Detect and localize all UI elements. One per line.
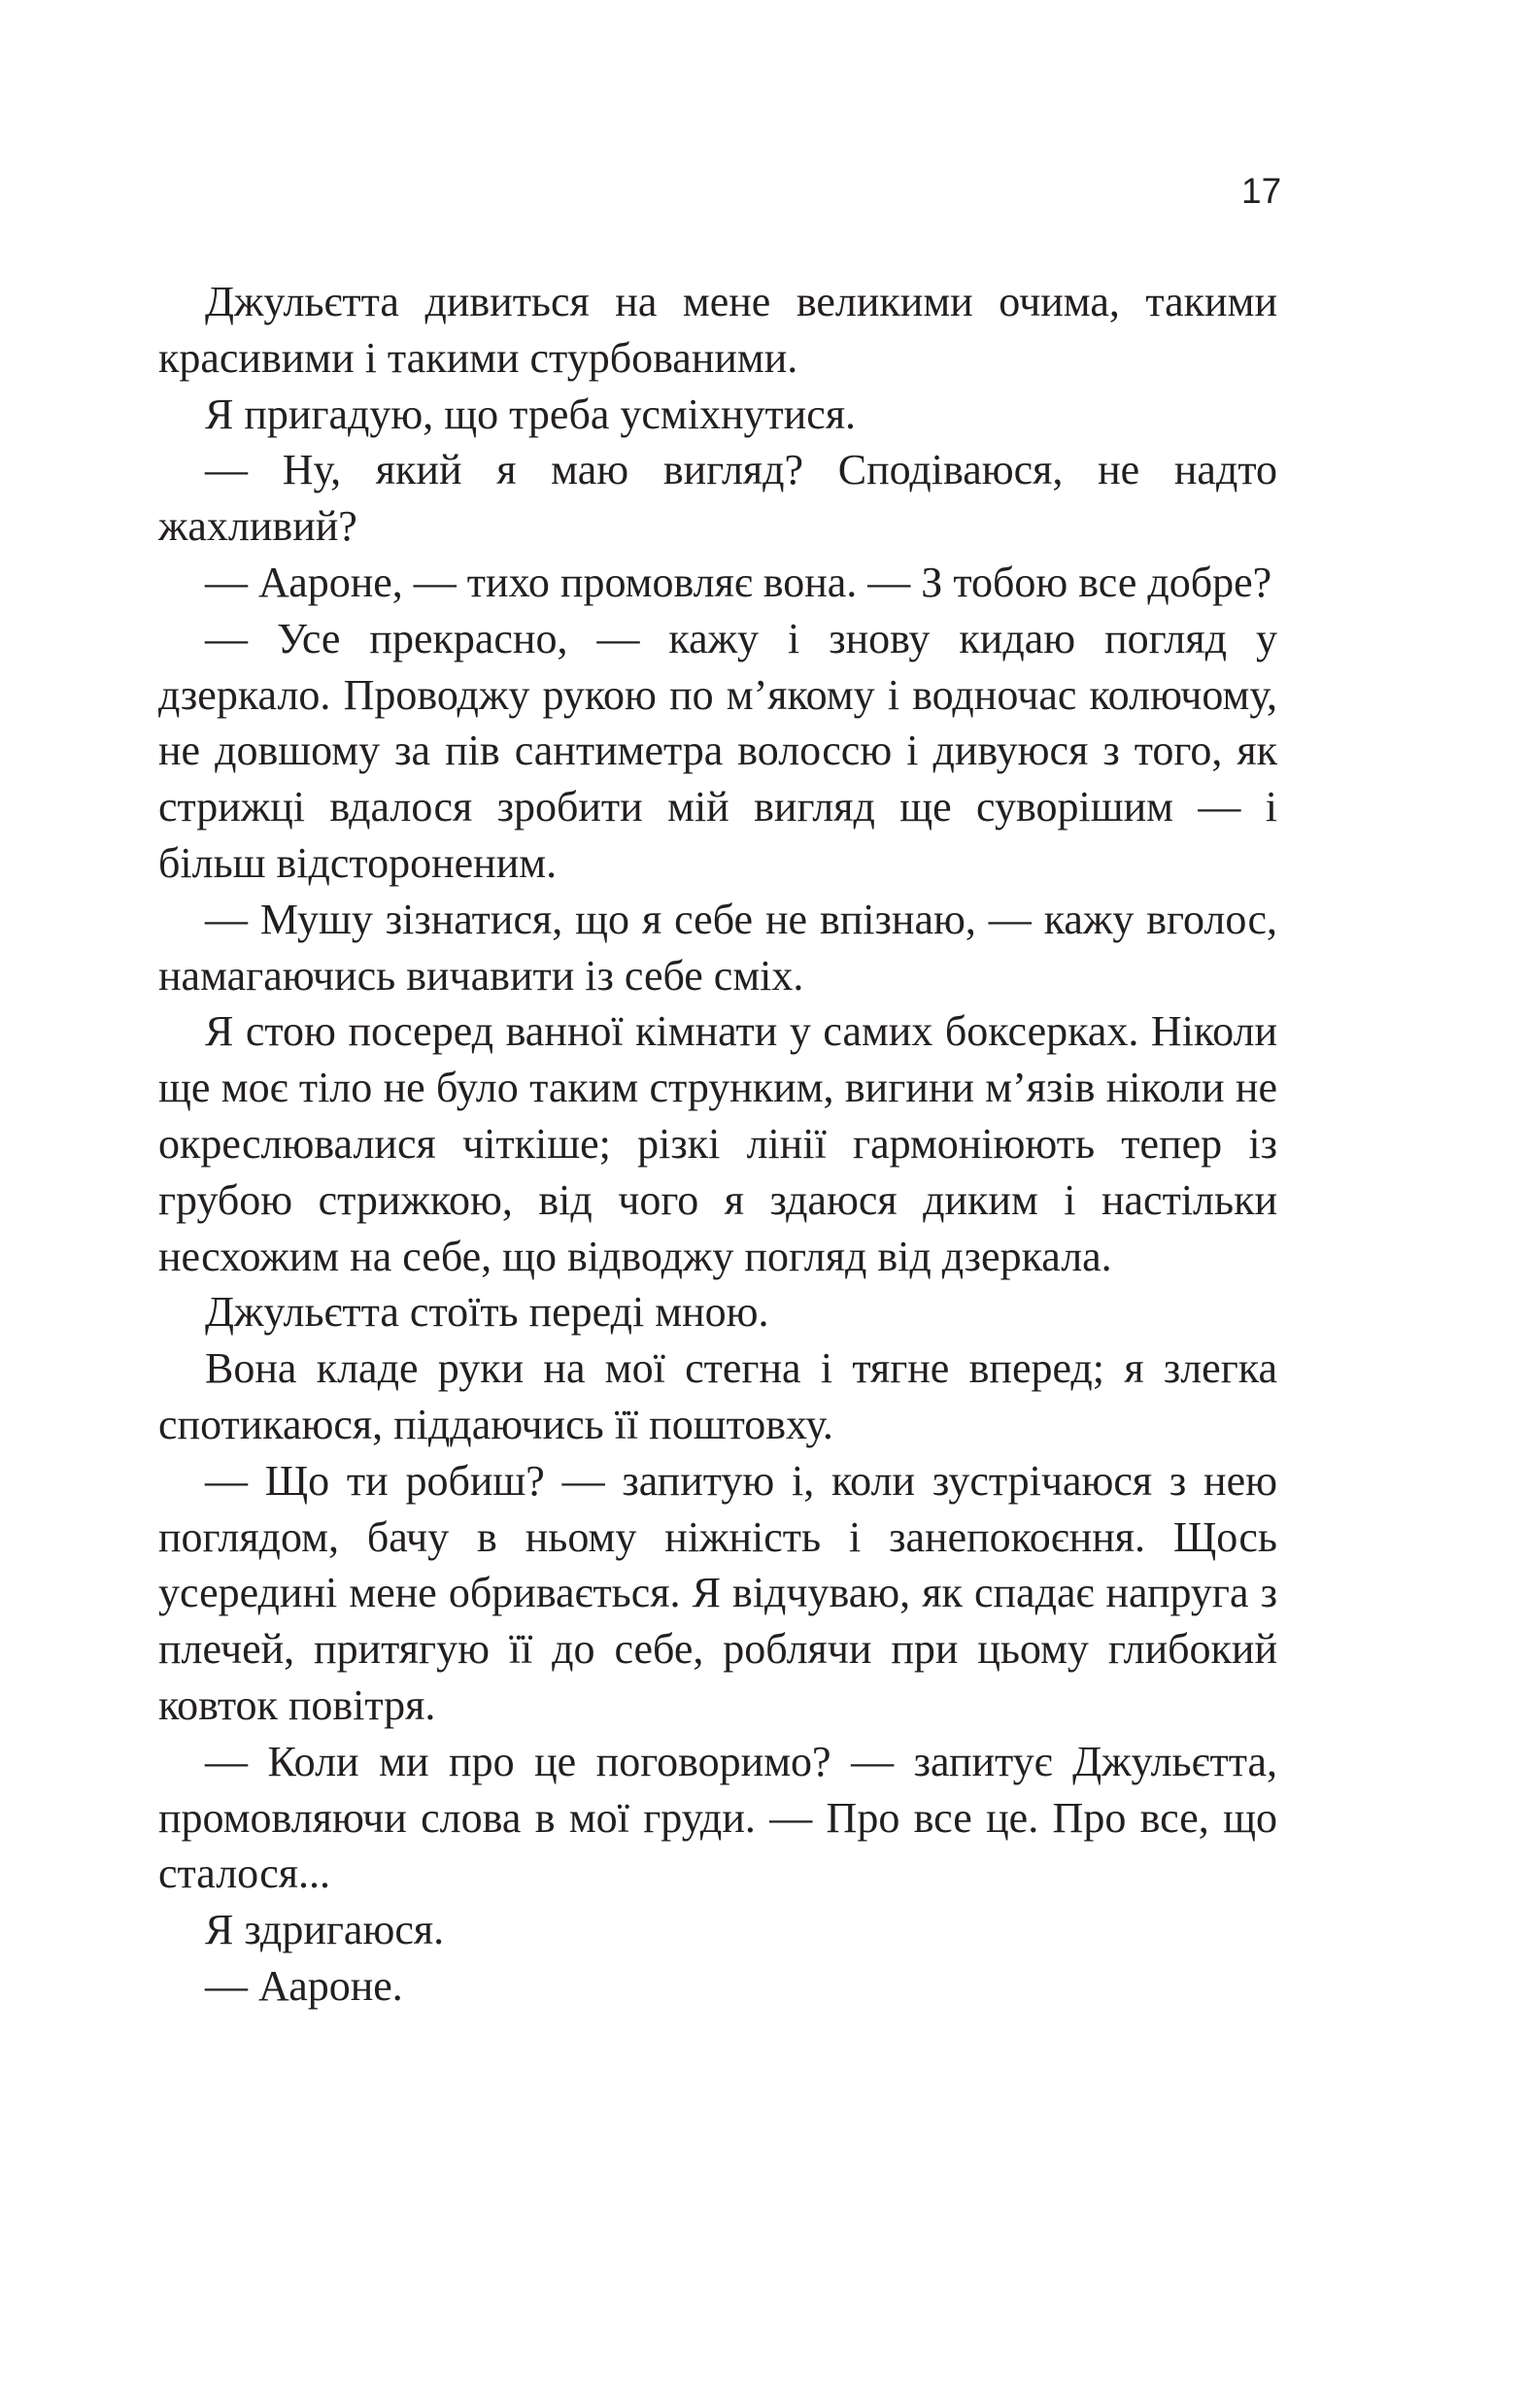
- paragraph: Я стою посеред ванної кімнати у самих боксерках. Ніколи ще моє тіло не було таким струнким, вигини м’язів ніколи не окреслювалися чіткіше; різкі лінії гармоніюють тепер із грубою стрижкою, від чого я здаюся диким і настільки несхожим на себе, що відводжу погляд від дзеркала.: [158, 1007, 1277, 1280]
- paragraph: — Усе прекрасно, — кажу і знову кидаю погляд у дзеркало. Проводжу рукою по м’якому і водночас колючому, не довшому за пів сантиметра волоссю і дивуюся з того, як стрижці вдалося зробити мій вигляд ще суворішим — і більш відстороненим.: [158, 614, 1277, 887]
- paragraph: — Аароне.: [205, 1961, 403, 2010]
- paragraph: Вона кладе руки на мої стегна і тягне вперед; я злегка спотикаюся, піддаючись її поштовху.: [158, 1344, 1277, 1448]
- paragraph: — Мушу зізнатися, що я себе не впізнаю, — кажу вголос, намагаючись вичавити із себе сміх.: [158, 895, 1277, 1000]
- page-number: 17: [1241, 171, 1282, 211]
- paragraph: Джульєтта дивиться на мене великими очима, такими красивими і такими стурбованими.: [158, 278, 1277, 382]
- paragraph: Джульєтта стоїть переді мною.: [205, 1288, 769, 1337]
- body-text: [158, 274, 1277, 2015]
- paragraph: — Аароне, — тихо промовляє вона. — З тобою все добре?: [205, 558, 1272, 606]
- paragraph: Я пригадую, що треба усміхнутися.: [205, 390, 857, 438]
- paragraph: — Ну, який я маю вигляд? Сподіваюся, не надто жахливий?: [158, 446, 1277, 551]
- paragraph: — Що ти робиш? — запитую і, коли зустрічаюся з нею поглядом, бачу в ньому ніжність і занепокоєння. Щось усередині мене обривається. Я відчуваю, як спадає напруга з плечей, притягую її до себе, роблячи при цьому глибокий ковток повітря.: [158, 1456, 1277, 1729]
- paragraph: — Коли ми про це поговоримо? — запитує Джульєтта, промовляючи слова в мої груди. — Про все це. Про все, що сталося...: [158, 1737, 1277, 1898]
- paragraph: Я здригаюся.: [205, 1906, 445, 1954]
